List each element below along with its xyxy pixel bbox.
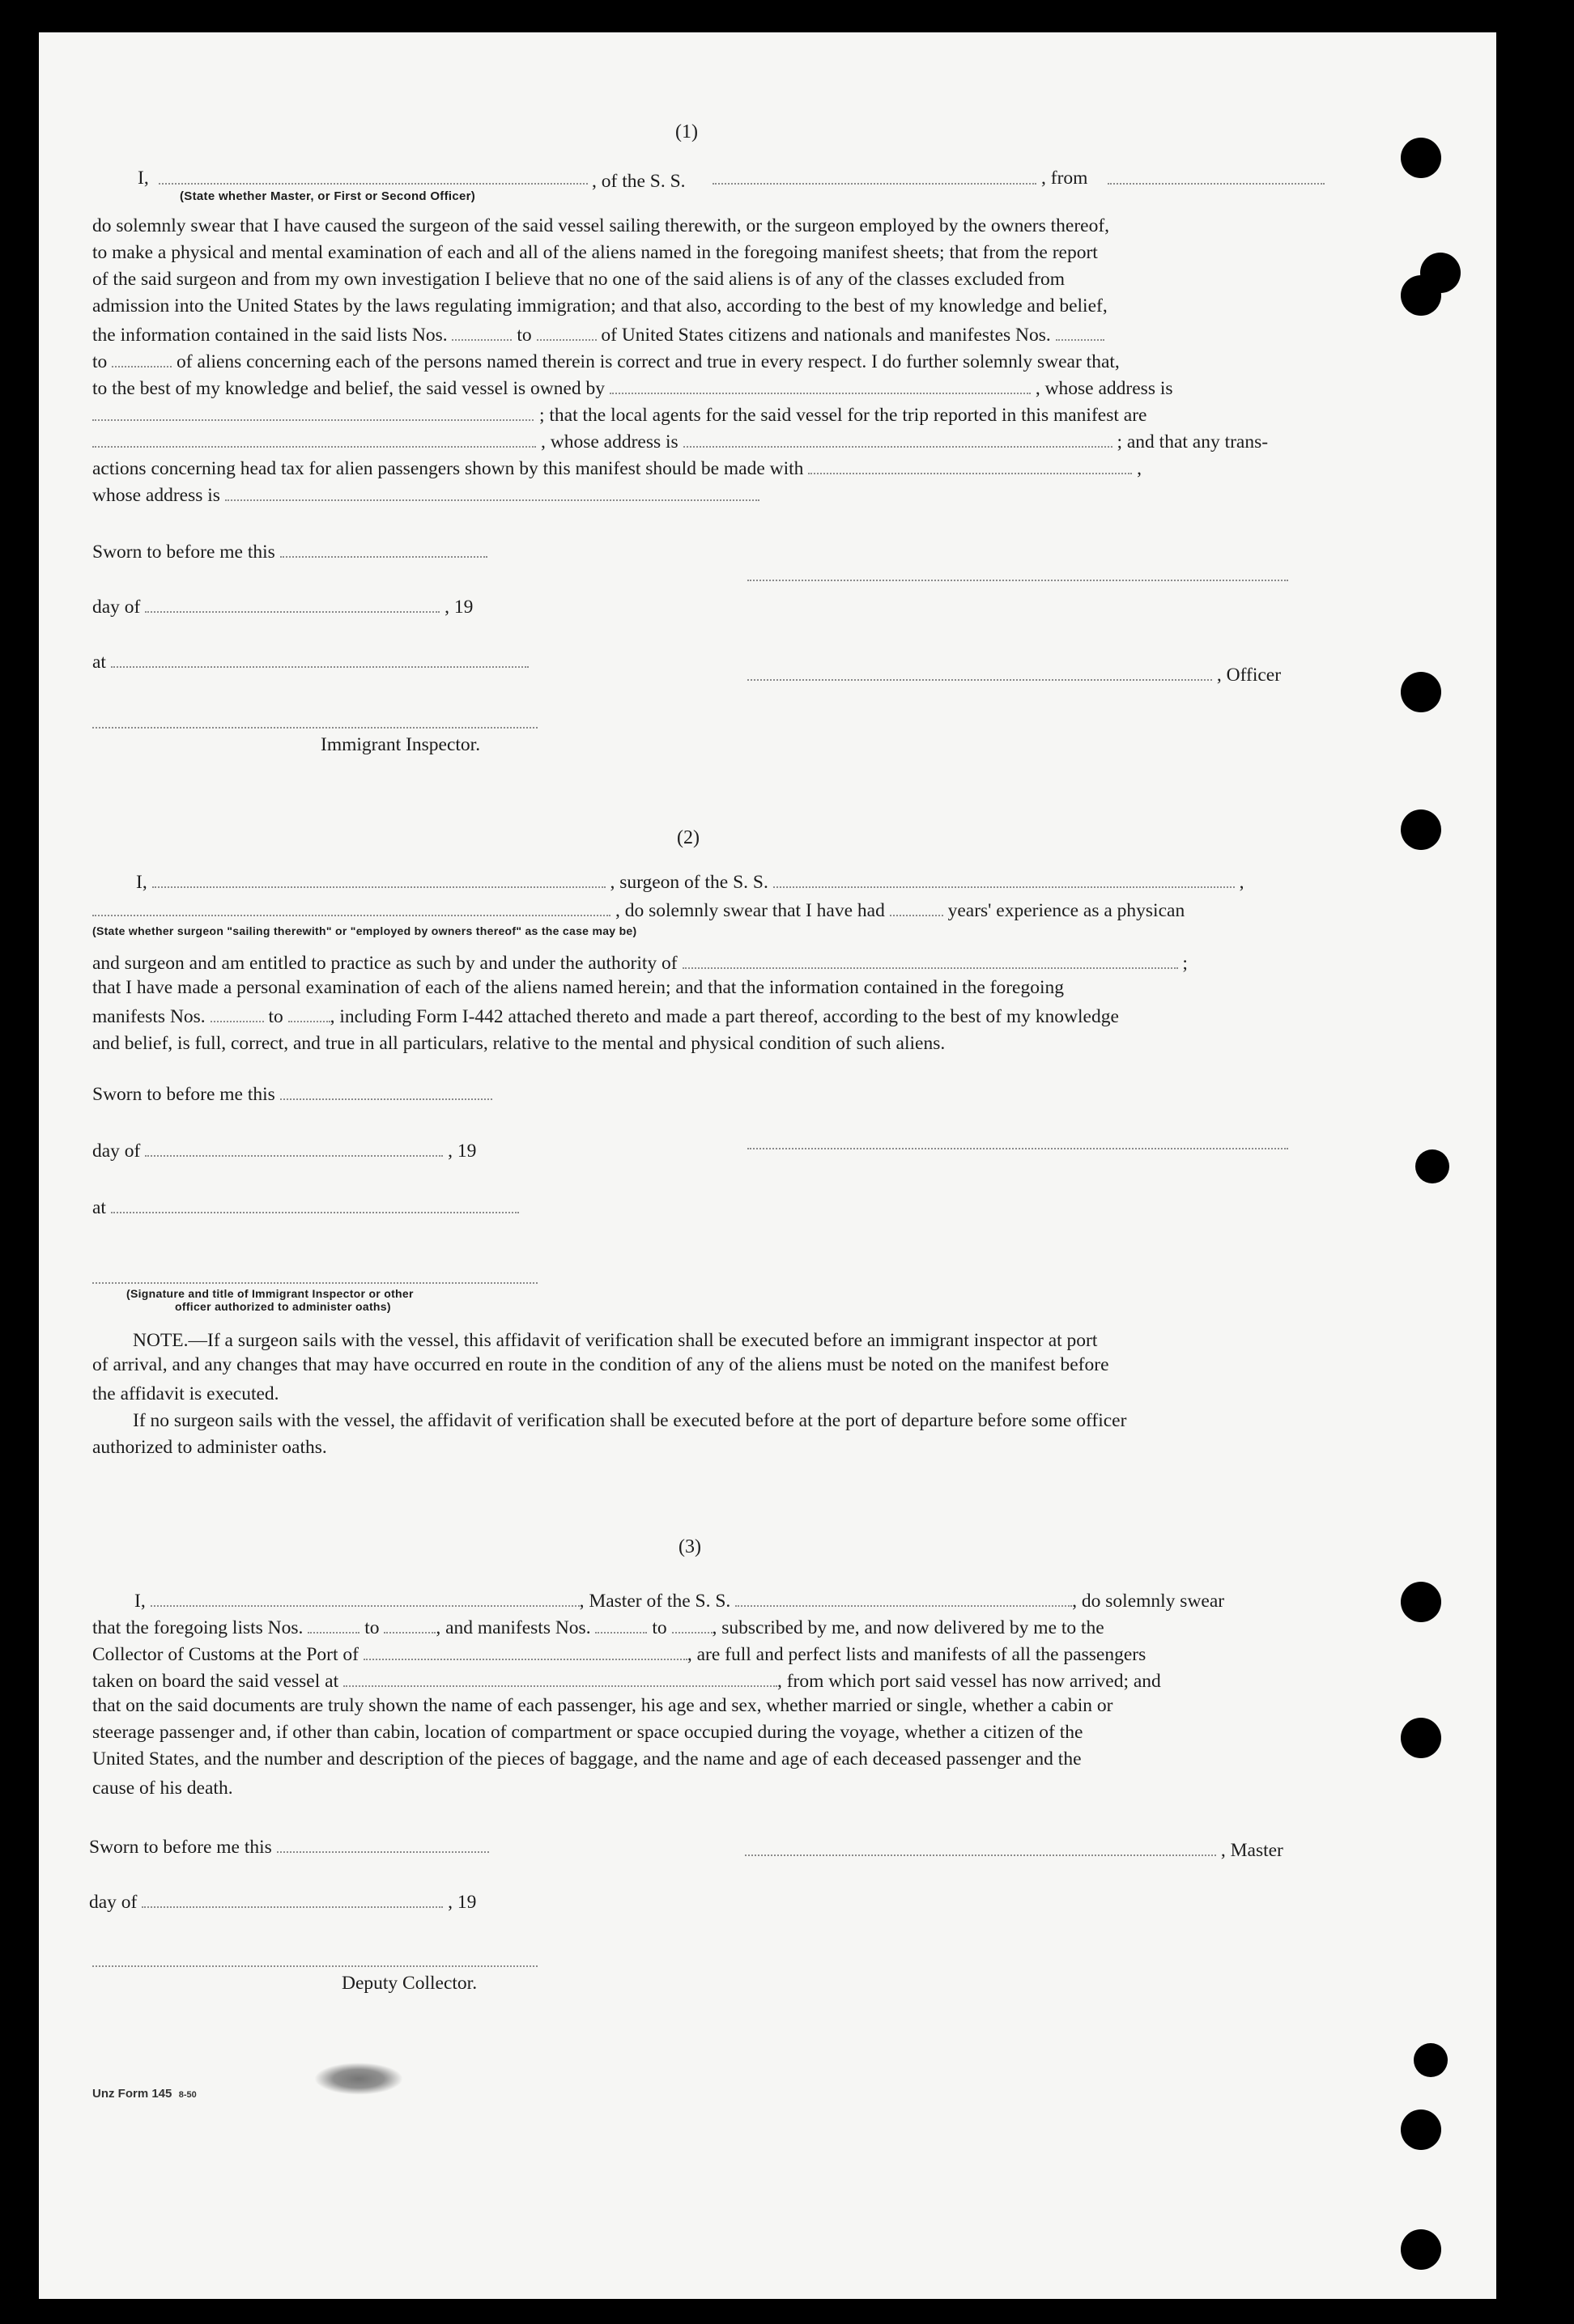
deputy-signature-line[interactable] <box>92 1965 538 1967</box>
s1-body-line: do solemnly swear that I have caused the surgeon of the said vessel sailing therewith, or the surgeon employed by the owners thereof, <box>92 215 1110 236</box>
s2-at: at <box>92 1195 519 1221</box>
form-number: Unz Form 145 8-50 <box>92 2087 197 2101</box>
s3-body-line: steerage passenger and, if other than cabin, location of compartment or space occupied during the voyage, whether a citizen of the <box>92 1722 1083 1743</box>
s2-line1: I, , surgeon of the S. S. , <box>136 872 1244 893</box>
field-owner-address[interactable] <box>92 419 534 421</box>
field-from-port[interactable] <box>1108 183 1325 185</box>
field-agents-address[interactable] <box>683 430 1112 448</box>
s1-state-note: (State whether Master, or First or Second Officer) <box>180 189 476 203</box>
field-s3-lists-from[interactable] <box>308 1616 359 1634</box>
s2-sig-note-1: (Signature and title of Immigrant Inspector or other <box>126 1287 414 1300</box>
punch-hole <box>1401 1582 1441 1622</box>
field-master-name[interactable] <box>151 1589 580 1607</box>
inspector-signature-line[interactable] <box>92 727 538 729</box>
s1-of-ss: , of the S. S. <box>592 171 686 192</box>
punch-hole <box>1414 2043 1448 2077</box>
s2-line2: , do solemnly swear that I have had years' experience as a physican <box>615 900 1185 921</box>
field-s3-sworn-day[interactable] <box>277 1835 489 1853</box>
punch-hole <box>1401 1718 1441 1758</box>
s2-note1-line: of arrival, and any changes that may have occurred en route in the condition of any of the aliens must be noted on the manifest before <box>92 1354 1109 1375</box>
field-authority[interactable] <box>683 951 1178 969</box>
section-1-number: (1) <box>675 121 698 142</box>
punch-hole <box>1401 809 1441 850</box>
s1-day-of: day of , 19 <box>92 597 474 618</box>
s3-day-of: day of , 19 <box>89 1892 477 1913</box>
s3-body-line: that on the said documents are truly shown the name of each passenger, his age and sex, whether married or single, whether a cabin or <box>92 1695 1113 1716</box>
field-s2-month[interactable] <box>145 1139 443 1157</box>
field-s2-sworn-day[interactable] <box>280 1082 492 1100</box>
field-officer-name[interactable] <box>159 183 588 185</box>
s2-state-note: (State whether surgeon "sailing therewith" or "employed by owners thereof" as the case may be) <box>92 924 637 937</box>
punch-hole <box>1415 1149 1449 1183</box>
field-s3-manifests-from[interactable] <box>595 1616 647 1634</box>
field-s2-vessel[interactable] <box>773 870 1235 888</box>
s2-line3: and surgeon and am entitled to practice as such by and under the authority of ; <box>92 953 1188 974</box>
field-vessel-name[interactable] <box>713 183 1036 185</box>
field-port-of-collection[interactable] <box>364 1642 687 1660</box>
ink-smudge <box>314 2063 403 2095</box>
field-years-experience[interactable] <box>890 899 943 916</box>
s2-line5: manifests Nos. to , including Form I-442 attached thereto and made a part thereof, according to the best of my knowledge <box>92 1006 1119 1027</box>
s3-master: , Master <box>745 1838 1283 1864</box>
s3-body-line: United States, and the number and description of the pieces of baggage, and the name and age of each deceased passenger and the <box>92 1748 1082 1770</box>
field-agents[interactable] <box>92 446 536 448</box>
s1-officer: , Officer <box>747 662 1281 689</box>
s1-line9: , whose address is ; and that any trans- <box>541 431 1269 452</box>
s1-line8: ; that the local agents for the said vessel for the trip reported in this manifest are <box>539 405 1147 426</box>
field-s3-lists-to[interactable] <box>384 1616 436 1634</box>
s2-sworn: Sworn to before me this <box>92 1081 492 1108</box>
field-month[interactable] <box>145 595 440 613</box>
s2-note1-line: the affidavit is executed. <box>92 1383 279 1404</box>
field-manifests-to[interactable] <box>112 350 172 368</box>
field-surgeon-name[interactable] <box>152 870 606 888</box>
s1-from: , from <box>1041 168 1088 189</box>
field-manifests-from[interactable] <box>1056 323 1104 341</box>
field-owner[interactable] <box>610 376 1031 394</box>
field-s2-place[interactable] <box>111 1196 519 1213</box>
s1-inspector: Immigrant Inspector. <box>321 734 481 755</box>
s1-body-line: to make a physical and mental examination of each and all of the aliens named in the foregoing manifest sheets; that from the report <box>92 242 1098 263</box>
s1-at: at <box>92 649 529 676</box>
section-3-number: (3) <box>679 1536 701 1557</box>
s2-line6: and belief, is full, correct, and true in all particulars, relative to the mental and physical condition of such aliens. <box>92 1033 946 1054</box>
s3-line1: I, , Master of the S. S. , do solemnly swear <box>134 1591 1225 1612</box>
punch-hole <box>1401 672 1441 712</box>
form-page <box>39 32 1496 2299</box>
s2-note2-line: authorized to administer oaths. <box>92 1437 327 1458</box>
field-port-of-embarkation[interactable] <box>343 1669 777 1687</box>
field-lists-from[interactable] <box>452 323 512 341</box>
s2-inspector-signature-line[interactable] <box>92 1282 538 1284</box>
s3-line3: Collector of Customs at the Port of , are full and perfect lists and manifests of all the passengers <box>92 1644 1146 1665</box>
section-2-number: (2) <box>677 827 700 848</box>
punch-hole <box>1401 2229 1441 2270</box>
signature-line[interactable] <box>747 580 1288 581</box>
s2-day-of: day of , 19 <box>92 1141 477 1162</box>
s1-line7: to the best of my knowledge and belief, the said vessel is owned by , whose address is <box>92 378 1173 399</box>
field-sworn-day[interactable] <box>280 540 487 558</box>
s3-line2: that the foregoing lists Nos. to , and manifests Nos. to , subscribed by me, and now delivered by me to the <box>92 1617 1104 1638</box>
field-s2-manifests-to[interactable] <box>288 1005 330 1022</box>
field-head-tax-party[interactable] <box>808 457 1132 474</box>
s3-last-line: cause of his death. <box>92 1778 233 1799</box>
field-surgeon-capacity[interactable] <box>92 915 610 916</box>
field-master-signature[interactable] <box>745 1838 1216 1856</box>
punch-hole <box>1401 275 1441 316</box>
s1-line-i: I, <box>138 168 149 189</box>
s2-note1-line: NOTE.—If a surgeon sails with the vessel, this affidavit of verification shall be executed before an immigrant inspector at port <box>133 1330 1098 1351</box>
s2-line4: that I have made a personal examination of each of the aliens named herein; and that the information contained in the foregoing <box>92 977 1065 998</box>
field-lists-to[interactable] <box>537 323 597 341</box>
s3-deputy: Deputy Collector. <box>342 1973 478 1994</box>
s1-line6: to of aliens concerning each of the persons named therein is correct and true in every respect. I do further solemnly swear that, <box>92 351 1120 372</box>
field-s3-manifests-to[interactable] <box>672 1616 713 1634</box>
field-s3-month[interactable] <box>142 1890 443 1908</box>
s1-line10: actions concerning head tax for alien passengers shown by this manifest should be made with , <box>92 458 1142 479</box>
punch-hole <box>1401 2109 1441 2150</box>
field-s3-vessel[interactable] <box>735 1589 1072 1607</box>
surgeon-signature-line[interactable] <box>747 1148 1288 1149</box>
s2-note2-line: If no surgeon sails with the vessel, the affidavit of verification shall be executed before at the port of departure before some officer <box>133 1410 1127 1431</box>
s1-line5: the information contained in the said lists Nos. to of United States citizens and nationals and manifestes Nos. <box>92 322 1329 349</box>
s1-body-line: of the said surgeon and from my own investigation I believe that no one of the said aliens is of any of the classes excluded from <box>92 269 1066 290</box>
s3-sworn: Sworn to before me this <box>89 1834 489 1861</box>
s2-sig-note-2: officer authorized to administer oaths) <box>175 1300 391 1313</box>
s1-body-line: admission into the United States by the laws regulating immigration; and that also, according to the best of my knowledge and belief, <box>92 295 1108 317</box>
s1-sworn: Sworn to before me this <box>92 539 487 566</box>
field-head-tax-address[interactable] <box>225 483 759 501</box>
field-place[interactable] <box>111 650 529 668</box>
s3-line4: taken on board the said vessel at , from which port said vessel has now arrived; and <box>92 1671 1161 1692</box>
punch-hole <box>1401 138 1441 178</box>
field-officer-signature[interactable] <box>747 663 1212 681</box>
field-s2-manifests-from[interactable] <box>211 1005 264 1022</box>
s1-line11: whose address is <box>92 482 759 509</box>
